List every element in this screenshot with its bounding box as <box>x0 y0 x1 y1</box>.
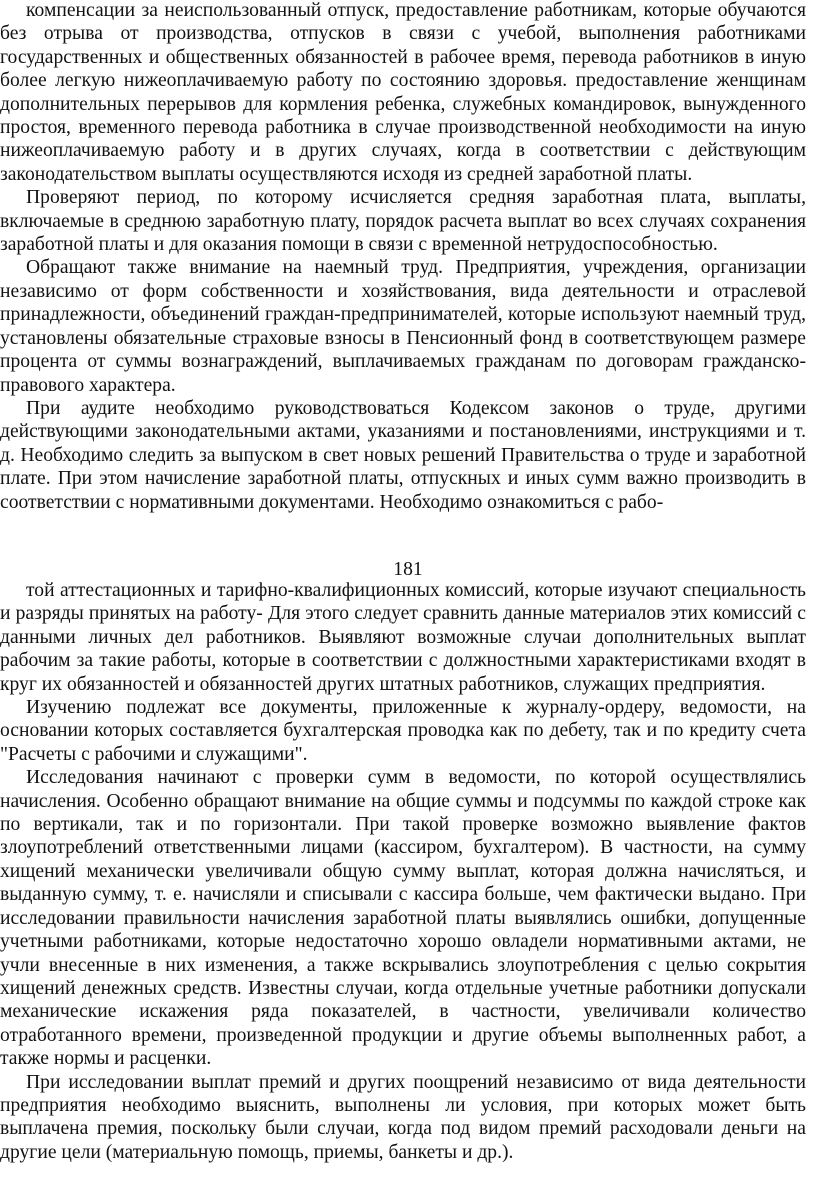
paragraph-statement-check: Исследования начинают с проверки сумм в ведомости, по которой осуществлялись начисления. Особенно обращают внимание на общие суммы и подсуммы по каждой строке как по вертикали, так и по горизонтали. При такой проверке возможно выявление фактов злоупотреблений ответственными лицами (кассиром, бухгалтером). В частности, на сумму хищений механически увеличивали общую сумму выплат, которая должна начисляться, и выданную сумму, т. е. начисляли и списывали с кассира больше, чем фактически выдано. При исследовании правильности начисления заработной платы выявлялись ошибки, допущенные учетными работниками, которые недостаточно хорошо овладели нормативными актами, не учли внесенные в них изменения, а также вскрывались злоупотребления с целью сокрытия хищений денежных средств. Известны случаи, когда отдельные учетные работники допускали механические искажения ряда показателей, в частности, увеличивали количество отработанного времени, произведенной продукции и другие объемы выполненных работ, а также нормы и расценки. <box>0 767 806 1070</box>
page-top-text-block <box>0 0 816 514</box>
paragraph-journal-documents: Изучению подлежат все документы, приложенные к журналу-ордеру, ведомости, на основании которых составляется бухгалтерская проводка как по дебету, так и по кредиту счета "Расчеты с рабочими и служащими". <box>0 697 806 765</box>
page-number: 181 <box>393 559 423 580</box>
paragraph-audit-legislation: При аудите необходимо руководствоваться Кодексом законов о труде, другими действующими законодательными актами, указаниями и постановлениями, инструкциями и т. д. Необходимо следить за выпуском в свет новых решений Правительства о труде и заработной плате. При этом начисление заработной платы, отпускных и иных сумм важно производить в соответствии с нормативными документами. Необходимо ознакомиться с рабо- <box>0 397 806 513</box>
page-bottom-text-block <box>0 579 816 1164</box>
paragraph-period-check: Проверяют период, по которому исчисляется средняя заработная плата, выплаты, включаемые в среднюю заработную плату, порядок расчета выплат во всех случаях сохранения заработной платы и для оказания помощи в связи с временной нетрудоспособностью. <box>0 187 806 256</box>
paragraph-average-wage-cases: компенсации за неиспользованный отпуск, предоставление работникам, которые обучаются без отрыва от производства, отпусков в связи с учебой, выполнения работниками государственных и общественных обязанностей в рабочее время, перевода работников в иную более легкую нижеоплачиваемую работу по состоянию здоровья. предоставление женщинам дополнительных перерывов для кормления ребенка, служебных командировок, вынужденного простоя, временного перевода работника в случае производственной необходимости на иную нижеоплачиваемую работу и в других случаях, когда в соответствии с действующим законодательством выплаты осуществляются исходя из средней заработной платы. <box>0 0 806 185</box>
paragraph-hired-labor: Обращают также внимание на наемный труд. Предприятия, учреждения, организации независимо от форм собственности и хозяйствования, вида деятельности и отраслевой принадлежности, объединений граждан-предпринимателей, которые используют наемный труд, установлены обязательные страховые взносы в Пенсионный фонд в соответствующем размере процента от суммы вознаграждений, выплачиваемых гражданам по договорам гражданско-правового характера. <box>0 257 806 396</box>
paragraph-bonus-payments: При исследовании выплат премий и других поощрений независимо от вида деятельности предприятия необходимо выяснить, выполнены ли условия, при которых может быть выплачена премия, поскольку были случаи, когда под видом премий расходовали деньги на другие цели (материальную помощь, приемы, банкеты и др.). <box>0 1071 806 1163</box>
paragraph-attestation-commissions: той аттестационных и тарифно-квалифиционных комиссий, которые изучают специальность и разряды принятых на работу- Для этого следует сравнить данные материалов этих комиссий с данными личных дел работников. Выявляют возможные случаи дополнительных выплат рабочим за такие работы, которые в соответствии с должностными характеристиками входят в круг их обязанностей и обязанностей других штатных работников, служащих предприятия. <box>0 580 806 695</box>
